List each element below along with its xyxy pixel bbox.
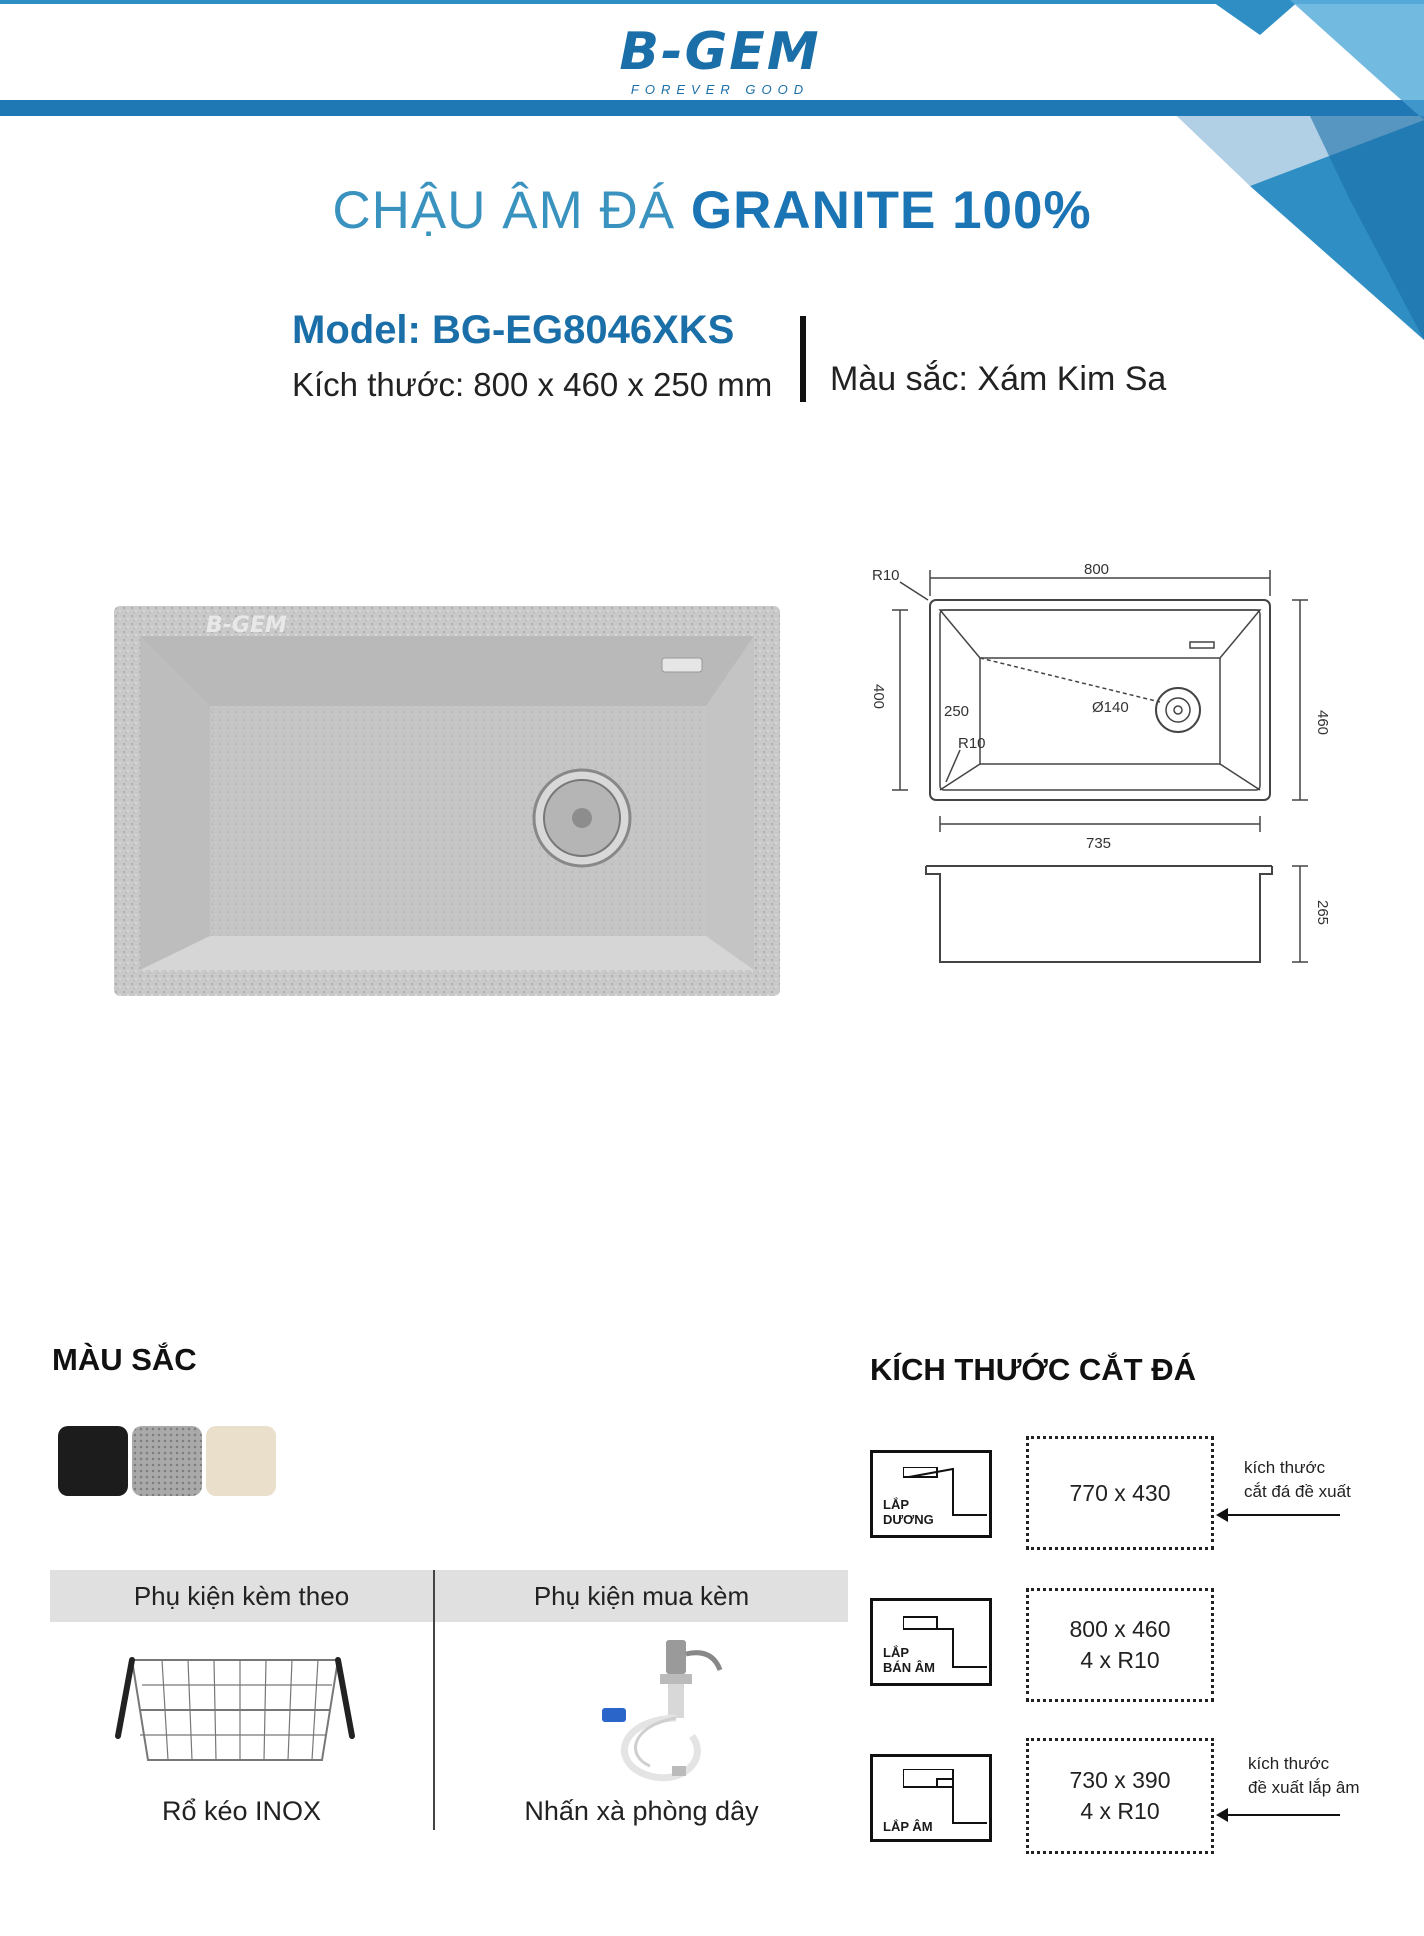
title-bold: GRANITE 100% bbox=[690, 181, 1092, 240]
accessories-divider bbox=[433, 1570, 435, 1830]
cut-arrow-3 bbox=[1218, 1814, 1340, 1816]
cut-arrow-1 bbox=[1218, 1514, 1340, 1516]
cut-icon-2-label-1: LẮP bbox=[883, 1645, 909, 1660]
dim-inner-height: 400 bbox=[870, 684, 887, 710]
brand-logo-text: B-GEM bbox=[619, 22, 821, 82]
brand-tagline: FOREVER GOOD bbox=[630, 82, 810, 97]
dim-inner-width: 735 bbox=[1086, 835, 1112, 852]
dim-width: 800 bbox=[1084, 561, 1110, 578]
cut-size-box-3 bbox=[1026, 1738, 1214, 1854]
size-label: Kích thước: 800 x 460 x 250 mm bbox=[292, 366, 773, 403]
soap-dispenser-image bbox=[600, 1640, 740, 1790]
cut-size-box-2 bbox=[1026, 1588, 1214, 1702]
colors-heading: MÀU SẮC bbox=[52, 1342, 197, 1377]
dim-drain: Ø140 bbox=[1092, 699, 1129, 716]
cut-icon-undermount bbox=[870, 1754, 992, 1842]
header-decoration bbox=[1100, 0, 1424, 340]
page-title bbox=[0, 180, 1424, 241]
optional-item-name: Nhấn xà phòng dây bbox=[524, 1796, 759, 1826]
cut-note-1 bbox=[1244, 1456, 1351, 1504]
technical-drawing bbox=[860, 560, 1340, 1020]
cut-icon-semi-undermount bbox=[870, 1598, 992, 1686]
cut-note-1-line-2: cắt đá đề xuất bbox=[1244, 1482, 1351, 1501]
cut-icon-2-label-2: BÁN ÂM bbox=[883, 1660, 935, 1675]
title-regular: CHẬU ÂM ĐÁ bbox=[332, 181, 676, 240]
cut-note-3-line-2: đề xuất lắp âm bbox=[1248, 1778, 1360, 1797]
swatch-beige[interactable] bbox=[206, 1426, 276, 1496]
included-item-name: Rổ kéo INOX bbox=[161, 1796, 322, 1826]
included-accessories-header: Phụ kiện kèm theo bbox=[50, 1570, 433, 1622]
swatch-grey[interactable] bbox=[132, 1426, 202, 1496]
dim-r10-top: R10 bbox=[872, 567, 900, 584]
cut-icon-1-label-2: DƯƠNG bbox=[883, 1512, 934, 1527]
model-label: Model: BG-EG8046XKS bbox=[292, 308, 735, 352]
cut-icon-overmount bbox=[870, 1450, 992, 1538]
cut-size-box-1 bbox=[1026, 1436, 1214, 1550]
cut-size-3-line-1: 730 x 390 bbox=[1069, 1767, 1171, 1793]
cut-icon-3-label-2: LẮP ÂM bbox=[883, 1819, 933, 1834]
swatch-black[interactable] bbox=[58, 1426, 128, 1496]
dim-depth-offset: 250 bbox=[944, 703, 970, 720]
cut-icon-1-label-1: LẮP bbox=[883, 1497, 909, 1512]
basket-image bbox=[112, 1640, 358, 1780]
cut-note-3-line-1: kích thước bbox=[1248, 1754, 1330, 1773]
dim-depth: 265 bbox=[1314, 900, 1331, 926]
info-divider bbox=[800, 316, 806, 402]
cut-note-1-line-1: kích thước bbox=[1244, 1458, 1326, 1477]
brand-logo bbox=[600, 22, 840, 100]
cut-size-1-line-1: 770 x 430 bbox=[1069, 1479, 1171, 1506]
optional-accessories-header: Phụ kiện mua kèm bbox=[435, 1570, 848, 1622]
cut-size-2-line-1: 800 x 460 bbox=[1069, 1616, 1171, 1642]
sink-photo-logo: B-GEM bbox=[206, 613, 287, 638]
cut-size-3-line-2: 4 x R10 bbox=[1080, 1798, 1160, 1824]
dim-r10-inner: R10 bbox=[958, 735, 986, 752]
color-label: Màu sắc: Xám Kim Sa bbox=[830, 360, 1167, 398]
dim-height: 460 bbox=[1314, 710, 1331, 736]
cut-heading: KÍCH THƯỚC CẮT ĐÁ bbox=[870, 1352, 1196, 1387]
cut-note-3 bbox=[1248, 1752, 1360, 1800]
cut-size-2-line-2: 4 x R10 bbox=[1080, 1647, 1160, 1673]
sink-photo bbox=[114, 606, 780, 996]
